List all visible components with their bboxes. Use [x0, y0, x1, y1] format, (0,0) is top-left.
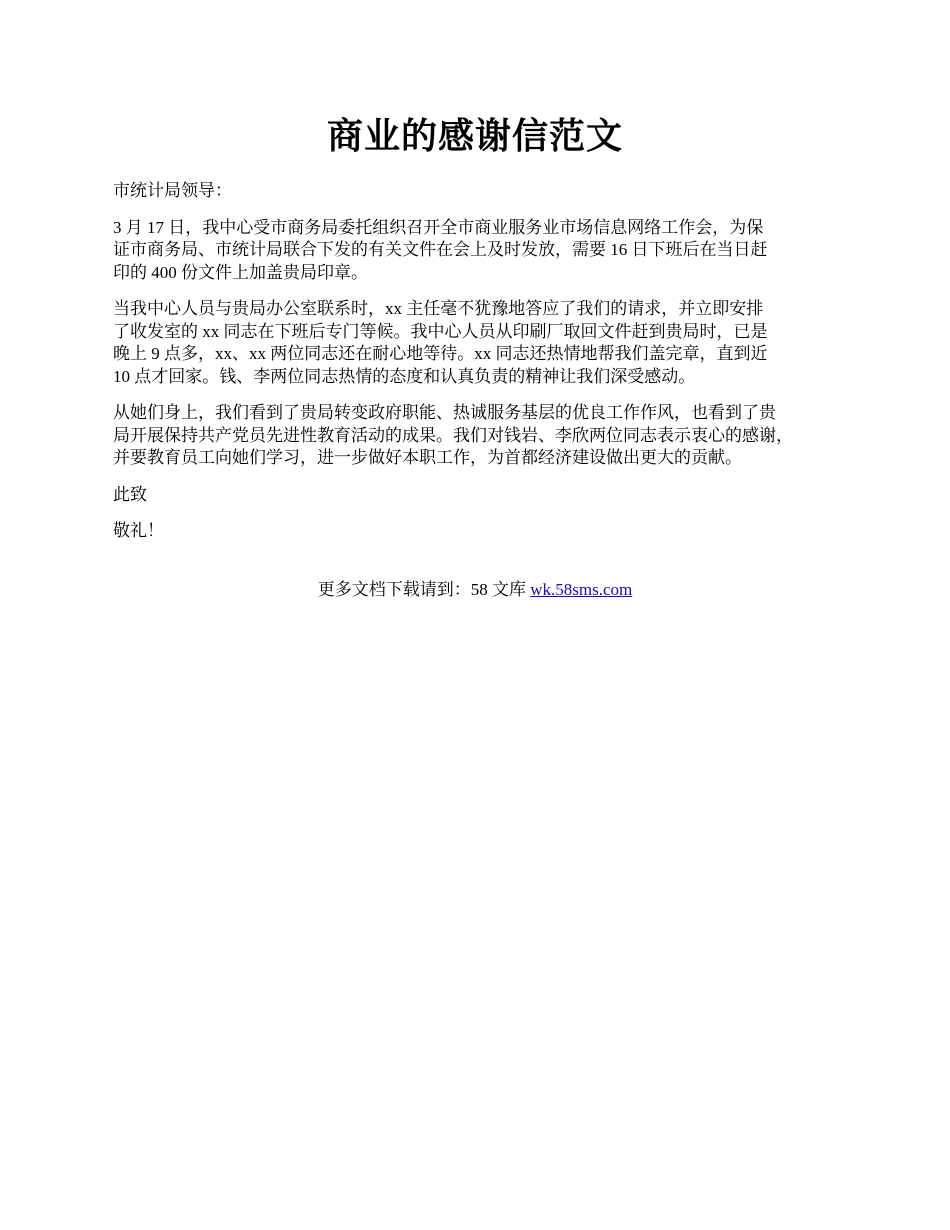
paragraph-line: 了收发室的 xx 同志在下班后专门等候。我中心人员从印刷厂取回文件赶到贵局时，已是 [113, 321, 768, 341]
paragraph-2 [113, 298, 853, 388]
paragraph-1 [113, 217, 853, 285]
document-title: 商业的感谢信范文 [326, 116, 623, 156]
salutation: 市统计局领导： [113, 181, 232, 200]
closing-1: 此致 [113, 484, 147, 504]
paragraph-line: 从她们身上，我们看到了贵局转变政府职能、热诚服务基层的优良工作作风，也看到了贵 [113, 403, 776, 422]
footer-text: 更多文档下载请到：58 文库 [317, 580, 531, 599]
paragraph-line: 当我中心人员与贵局办公室联系时，xx 主任毫不犹豫地答应了我们的请求，并立即安排 [113, 299, 764, 318]
paragraph-line: 10 点才回家。钱、李两位同志热情的态度和认真负责的精神让我们深受感动。 [113, 366, 696, 386]
paragraph-line: 并要教育员工向她们学习，进一步做好本职工作，为首都经济建设做出更大的贡献。 [113, 448, 742, 467]
paragraph-line: 3 月 17 日，我中心受市商务局委托组织召开全市商业服务业市场信息网络工作会，为保 [113, 217, 764, 237]
paragraph-line: 晚上 9 点多，xx、xx 两位同志还在耐心地等待。xx 同志还热情地帮我们盖完章，直到近 [113, 344, 768, 363]
footer-link[interactable]: wk.58sms.com [530, 580, 633, 599]
footer [0, 578, 950, 602]
paragraph-line: 局开展保持共产党员先进性教育活动的成果。我们对钱岩、李欣两位同志表示衷心的感谢， [113, 425, 793, 445]
closing-2: 敬礼！ [113, 521, 164, 540]
paragraph-3 [113, 402, 853, 470]
paragraph-line: 证市商务局、市统计局联合下发的有关文件在会上及时发放，需要 16 日下班后在当日赶 [113, 240, 768, 259]
document-body [113, 180, 853, 557]
paragraph-line: 印的 400 份文件上加盖贵局印章。 [113, 262, 368, 282]
